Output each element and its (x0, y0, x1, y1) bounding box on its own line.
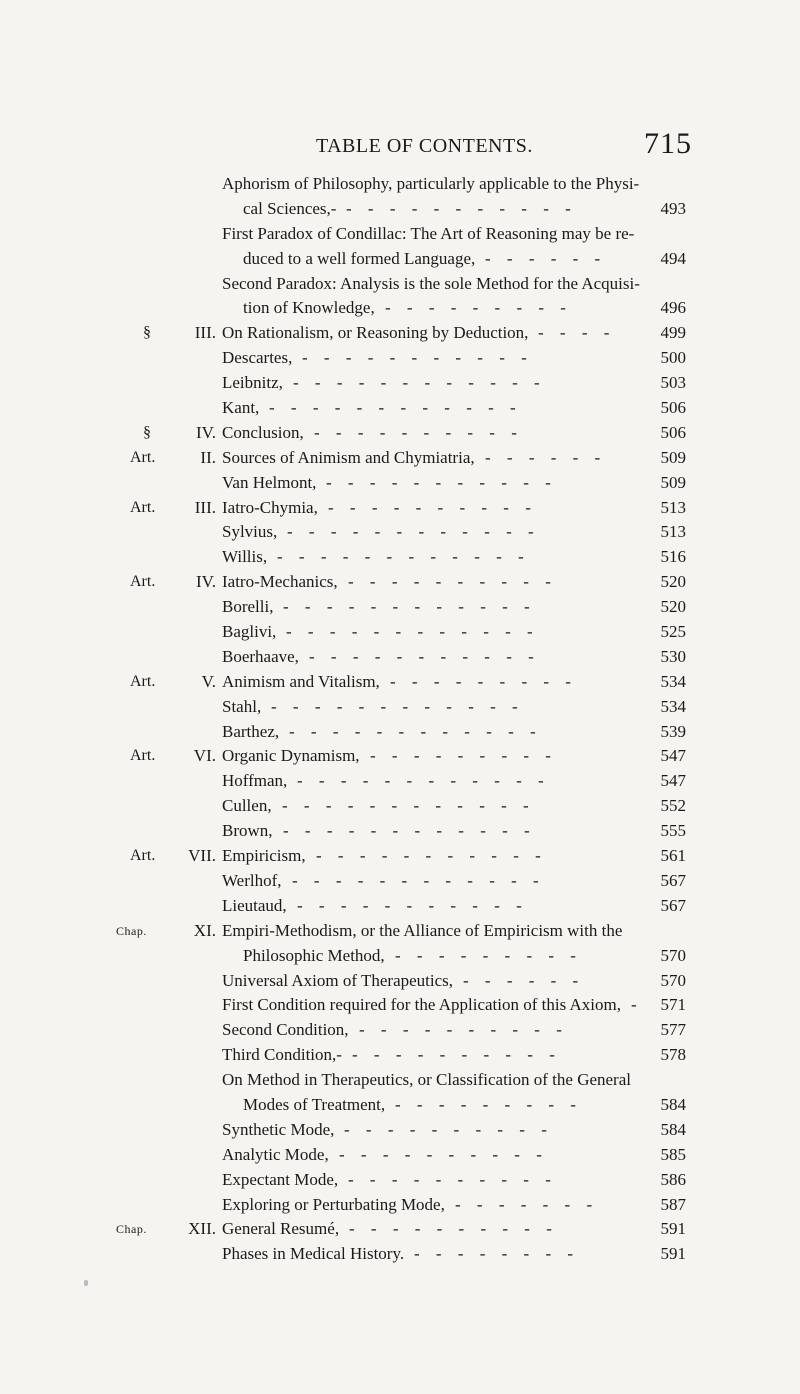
dot-leader: - - - - - - - - - (370, 746, 557, 766)
entry-page: 493 (660, 198, 686, 218)
dot-leader: - - - - - - (485, 447, 607, 467)
entry-title: Analytic Mode, (222, 1144, 329, 1164)
entry-page: 584 (660, 1094, 686, 1114)
dot-leader: - - - - - - - - - - (339, 1144, 548, 1164)
dot-leader: - - - - - - - - - - - - (283, 821, 536, 841)
entry-page: 506 (660, 398, 686, 418)
toc-entry (0, 769, 800, 794)
entry-title: Leibnitz, (222, 373, 283, 393)
entry-label: Art. (130, 847, 156, 865)
dot-leader: - - - - - - - - (414, 1244, 580, 1264)
toc-entry (0, 421, 800, 446)
entry-page: 516 (660, 547, 686, 567)
entry-number: VII. (188, 846, 216, 866)
entry-title: Aphorism of Philosophy, particularly applicable to the Physi- (222, 174, 640, 193)
entry-number: VI. (193, 746, 216, 766)
dot-leader: - - - - - - - - - - - (346, 198, 577, 218)
entry-title: Synthetic Mode, (222, 1119, 335, 1139)
entry-page: 503 (660, 373, 686, 393)
toc-entry (0, 446, 800, 471)
dot-leader: - - - - - - - - - - - (309, 646, 540, 666)
entry-title: Baglivi, (222, 622, 277, 642)
entry-title: Third Condition,- (222, 1045, 342, 1065)
toc-entry (0, 545, 800, 570)
dot-leader: - - - - - - - - - - - - (283, 597, 536, 617)
dot-leader: - - - - - - - - - - - - (277, 547, 530, 567)
entry-page: 534 (660, 696, 686, 716)
entry-page: 591 (660, 1244, 686, 1264)
entry-page: 584 (660, 1119, 686, 1139)
dot-leader: - - - - (538, 323, 616, 343)
entry-page: 525 (660, 622, 686, 642)
toc-entry (0, 1043, 800, 1068)
entry-number: II. (200, 447, 216, 467)
entry-number: XII. (188, 1219, 216, 1239)
dot-leader: - - - - - - - - - - (349, 1219, 558, 1239)
entry-title: Iatro-Chymia, (222, 497, 318, 517)
toc-entry (0, 396, 800, 421)
entry-page: 496 (660, 298, 686, 318)
dot-leader: - - - - - - - - - - (348, 1169, 557, 1189)
dot-leader: - (631, 995, 637, 1015)
entry-page: 539 (660, 721, 686, 741)
toc-entry (0, 919, 800, 944)
entry-page: 587 (660, 1194, 686, 1214)
entry-label: Chap. (116, 923, 147, 938)
entry-title: Iatro-Mechanics, (222, 572, 338, 592)
entry-page: 585 (660, 1144, 686, 1164)
dot-leader: - - - - - - - - - (385, 298, 572, 318)
toc-entry (0, 222, 800, 247)
entry-title: Sources of Animism and Chymiatria, (222, 447, 475, 467)
entry-title: Hoffman, (222, 771, 288, 791)
toc-entry (0, 197, 800, 222)
ink-speck (84, 1280, 88, 1286)
entry-page: 509 (660, 447, 686, 467)
toc-entry (0, 1143, 800, 1168)
entry-title: Organic Dynamism, (222, 746, 360, 766)
dot-leader: - - - - - - (463, 970, 585, 990)
dot-leader: - - - - - - - - - - - - (289, 721, 542, 741)
entry-title: On Rationalism, or Reasoning by Deduction, (222, 323, 529, 343)
toc-entry (0, 1118, 800, 1143)
entry-page: 547 (660, 746, 686, 766)
toc-entry (0, 1168, 800, 1193)
entry-page: 577 (660, 1020, 686, 1040)
entry-number: XI. (193, 920, 216, 940)
dot-leader: - - - - - - - - - (395, 945, 582, 965)
toc-entry (0, 272, 800, 297)
entry-page: 570 (660, 970, 686, 990)
entry-number: IV. (196, 572, 216, 592)
entry-label: Art. (130, 498, 156, 516)
entry-page: 506 (660, 422, 686, 442)
dot-leader: - - - - - - - - - - (348, 572, 557, 592)
dot-leader: - - - - - - - - - - - - (287, 522, 540, 542)
entry-title: Willis, (222, 547, 268, 567)
toc-entry (0, 1217, 800, 1242)
dot-leader: - - - - - - - - - - (328, 497, 537, 517)
toc-entry (0, 670, 800, 695)
entry-title: Expectant Mode, (222, 1169, 339, 1189)
entry-page: 534 (660, 671, 686, 691)
entry-label: § (143, 324, 151, 342)
dot-leader: - - - - - - (485, 248, 607, 268)
toc-entry (0, 1193, 800, 1218)
dot-leader: - - - - - - - - - - - (302, 348, 533, 368)
toc-entry (0, 496, 800, 521)
entry-page: 567 (660, 895, 686, 915)
dot-leader: - - - - - - - - - - - (297, 895, 528, 915)
toc-entry (0, 620, 800, 645)
toc-entry (0, 296, 800, 321)
toc-entry (0, 595, 800, 620)
entry-page: 547 (660, 771, 686, 791)
toc-entry (0, 944, 800, 969)
entry-page: 578 (660, 1045, 686, 1065)
entry-number: V. (201, 671, 216, 691)
page-header (0, 127, 800, 163)
dot-leader: - - - - - - - - - - - - (269, 398, 522, 418)
entry-page: 586 (660, 1169, 686, 1189)
entry-label: Art. (130, 573, 156, 591)
entry-page: 591 (660, 1219, 686, 1239)
entry-number: IV. (196, 422, 216, 442)
toc-entry (0, 570, 800, 595)
entry-page: 555 (660, 821, 686, 841)
entry-title: On Method in Therapeutics, or Classification of the General (222, 1070, 631, 1090)
toc-entry (0, 969, 800, 994)
entry-label: Art. (130, 672, 156, 690)
toc-entry (0, 1068, 800, 1093)
toc-entry (0, 819, 800, 844)
dot-leader: - - - - - - - - - - - (326, 472, 557, 492)
entry-title: Phases in Medical History. (222, 1244, 405, 1264)
dot-leader: - - - - - - - - - - - - (293, 373, 546, 393)
entry-page: 530 (660, 646, 686, 666)
entry-title: Borelli, (222, 597, 274, 617)
toc-entry (0, 321, 800, 346)
entry-title: Brown, (222, 821, 273, 841)
dot-leader: - - - - - - - - - - - - (292, 870, 545, 890)
toc-entry (0, 894, 800, 919)
toc-entry (0, 1242, 800, 1267)
entry-title: Barthez, (222, 721, 280, 741)
entry-title: Descartes, (222, 348, 293, 368)
entry-page: 520 (660, 572, 686, 592)
toc-entry (0, 371, 800, 396)
entry-title: General Resumé, (222, 1219, 340, 1239)
toc-entry (0, 520, 800, 545)
entry-page: 499 (660, 323, 686, 343)
entry-page: 500 (660, 348, 686, 368)
entry-title: Second Paradox: Analysis is the sole Method for the Acquisi- (222, 273, 640, 293)
toc-entry (0, 1093, 800, 1118)
entry-title: Van Helmont, (222, 472, 317, 492)
entry-title: Universal Axiom of Therapeutics, (222, 970, 454, 990)
toc-entry (0, 172, 800, 197)
table-of-contents (0, 172, 800, 1267)
entry-page: 513 (660, 497, 686, 517)
entry-label: Art. (130, 747, 156, 765)
entry-page: 570 (660, 945, 686, 965)
entry-page: 509 (660, 472, 686, 492)
entry-page: 552 (660, 796, 686, 816)
entry-title: First Paradox of Condillac: The Art of Reasoning may be re- (222, 223, 635, 243)
entry-number: III. (194, 323, 216, 343)
dot-leader: - - - - - - - - - - - - (282, 796, 535, 816)
dot-leader: - - - - - - - - - (390, 671, 577, 691)
entry-title: Stahl, (222, 696, 262, 716)
toc-entry (0, 695, 800, 720)
entry-title: Conclusion, (222, 422, 304, 442)
entry-page: 561 (660, 846, 686, 866)
page-number: 715 (644, 127, 692, 160)
entry-title: Empiri-Methodism, or the Alliance of Empiricism with the (222, 920, 623, 940)
entry-title: Philosophic Method, (243, 945, 385, 965)
entry-title: cal Sciences,- (243, 198, 337, 218)
dot-leader: - - - - - - - - - - - (316, 846, 547, 866)
entry-title: tion of Knowledge, (243, 298, 375, 318)
toc-entry (0, 794, 800, 819)
dot-leader: - - - - - - - (455, 1194, 599, 1214)
entry-title: Werlhof, (222, 870, 282, 890)
toc-entry (0, 869, 800, 894)
dot-leader: - - - - - - - - - (395, 1094, 582, 1114)
entry-title: duced to a well formed Language, (243, 248, 476, 268)
entry-label: Chap. (116, 1222, 147, 1237)
toc-entry (0, 844, 800, 869)
dot-leader: - - - - - - - - - - - - (297, 771, 550, 791)
entry-title: Sylvius, (222, 522, 278, 542)
entry-title: First Condition required for the Application of this Axiom, (222, 995, 621, 1015)
entry-title: Empiricism, (222, 846, 306, 866)
toc-entry (0, 645, 800, 670)
entry-page: 494 (660, 248, 686, 268)
dot-leader: - - - - - - - - - - (352, 1045, 561, 1065)
entry-page: 520 (660, 597, 686, 617)
entry-number: III. (194, 497, 216, 517)
running-title: TABLE OF CONTENTS. (316, 135, 533, 157)
dot-leader: - - - - - - - - - - (314, 422, 523, 442)
entry-title: Kant, (222, 398, 260, 418)
entry-title: Cullen, (222, 796, 272, 816)
entry-page: 513 (660, 522, 686, 542)
dot-leader: - - - - - - - - - - - - (286, 622, 539, 642)
toc-entry (0, 744, 800, 769)
entry-title: Boerhaave, (222, 646, 299, 666)
entry-label: § (143, 423, 151, 441)
dot-leader: - - - - - - - - - - (359, 1020, 568, 1040)
entry-title: Exploring or Perturbating Mode, (222, 1194, 445, 1214)
dot-leader: - - - - - - - - - - (344, 1119, 553, 1139)
entry-page: 567 (660, 870, 686, 890)
entry-label: Art. (130, 448, 156, 466)
toc-entry (0, 471, 800, 496)
toc-entry (0, 720, 800, 745)
entry-title: Animism and Vitalism, (222, 671, 380, 691)
entry-title: Modes of Treatment, (243, 1094, 386, 1114)
toc-entry (0, 346, 800, 371)
toc-entry (0, 247, 800, 272)
entry-title: Second Condition, (222, 1020, 349, 1040)
toc-entry (0, 1018, 800, 1043)
toc-entry (0, 993, 800, 1018)
entry-title: Lieutaud, (222, 895, 287, 915)
dot-leader: - - - - - - - - - - - - (271, 696, 524, 716)
entry-page: 571 (660, 995, 686, 1015)
